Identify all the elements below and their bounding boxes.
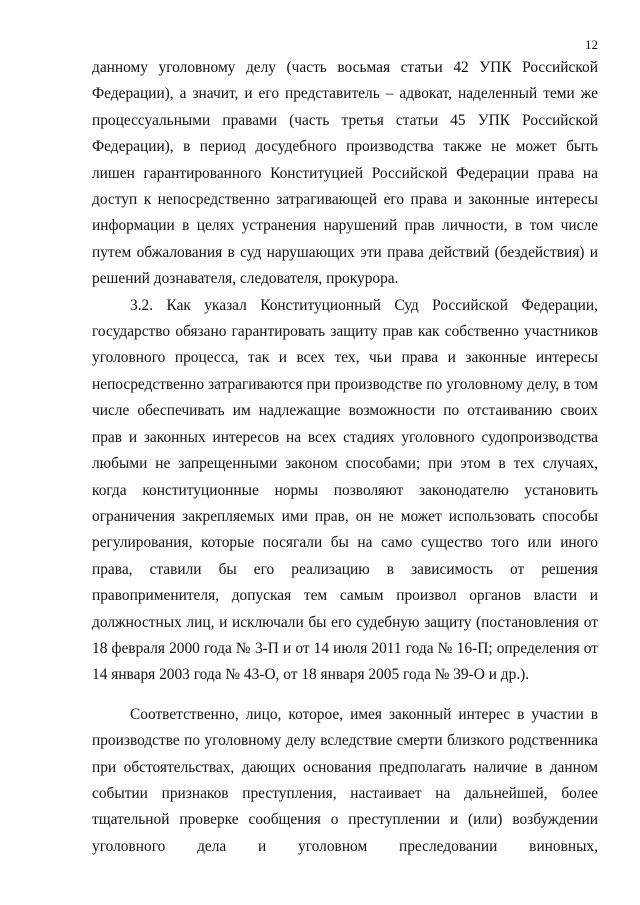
paragraph-consequently: Соответственно, лицо, которое, имея законный интерес в участии в производстве по уголовному делу вследствие смерти близкого родственника при обстоятельствах, дающих основания предполагать наличие в данном событии признаков преступления, настаивает на дальнейшей, более тщательной проверке сообщения о преступлении и (или) возбуждении уголовного дела и уголовном преследовании виновных, — [92, 705, 598, 855]
document-body — [92, 55, 598, 860]
page-number: 12 — [585, 37, 598, 52]
paragraph-3-2: 3.2. Как указал Конституционный Суд Российской Федерации, государство обязано гарантировать защиту прав как собственно участников уголовного процесса, так и всех тех, чьи права и законные интересы непосредственно затрагиваются при производстве по уголовному делу, в том числе обеспечивать им надлежащие возможности по отстаиванию своих прав и законных интересов на всех стадиях уголовного судопроизводства любыми не запрещенными законом способами; при этом в тех случаях, когда конституционные нормы позволяют законодателю установить ограничения закрепляемых ими прав, он не может использовать способы регулирования, которые посягали бы на само существо того или иного права, ставили бы его реализацию в зависимость от решения правоприменителя, допуская тем самым произвол органов власти и должностных лиц, и исключали бы его судебную защиту (постановления от 18 февраля 2000 года № 3-П и от 14 июля 2011 года № 16-П; определения от 14 января 2003 года № 43-О, от 18 января 2005 года № 39-О и др.). — [92, 296, 598, 684]
paragraph-continuation: данному уголовному делу (часть восьмая статьи 42 УПК Российской Федерации), а значит, и его представитель – адвокат, наделенный теми же процессуальными правами (часть третья статьи 45 УПК Российской Федерации), в период досудебного производства также не может быть лишен гарантированного Конституцией Российской Федерации права на доступ к непосредственно затрагивающей его права и законные интересы информации в целях устранения нарушений прав личности, в том числе путем обжалования в суд нарушающих эти права действий (бездействия) и решений дознавателя, следователя, прокурора. — [92, 59, 598, 288]
